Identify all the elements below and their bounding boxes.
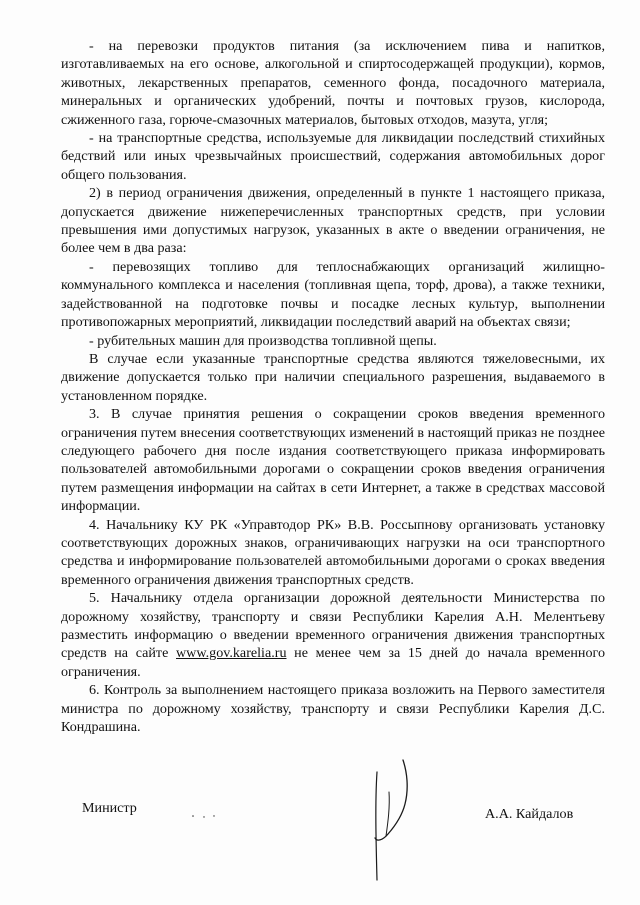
paragraph-transport-exceptions-emergency: - на транспортные средства, используемые для ликвидации последствий стихийных бедствий или иных чрезвычайных происшествий, содержания автомобильных дорог общего пользования. xyxy=(61,130,605,183)
paragraph-5-text-before: 5. Начальнику отдела организации дорожной деятельности Министерства по дорожному хозяйству, транспорту и связи Республики Карелия А.Н. Мелентьеву разместить информацию о введении временного ограничения движения транспортных средств на сайте xyxy=(61,590,605,662)
paragraph-transport-exceptions-food: - на перевозки продуктов питания (за исключением пива и напитков, изготавливаемых на его основе, алкогольной и спиртосодержащей продукции), кормов, животных, лекарственных препаратов, семенного фонда, посадочного материала, минеральных и органических удобрений, почты и почтовых грузов, кислорода, сжиженного газа, горюче-смазочных материалов, бытовых отходов, мазута, угля; xyxy=(61,38,605,128)
paragraph-3-reduction: 3. В случае принятия решения о сокращении сроков введения временного ограничения путем внесения соответствующих изменений в настоящий приказ не позднее следующего рабочего дня после издания соответствующего приказа информировать пользователей автомобильными дорогами о сокращении сроков введения ограничения путем размещения информации на сайтах в сети Интернет, а также в средствах массовой информации. xyxy=(61,406,605,515)
paragraph-5-text-after: не менее чем за 15 дней до начала временного ограничения. xyxy=(61,645,605,680)
website-link[interactable]: www.gov.karelia.ru xyxy=(176,645,287,662)
paragraph-4-road-signs: 4. Начальнику КУ РК «Управтодор РК» В.В. Россыпнову организовать установку соответствующих дорожных знаков, ограничивающих нагрузки на оси транспортного средства и информирование пользователей автомобильными дорогами о сроках введения временного ограничения движения транспортных средств. xyxy=(61,516,605,588)
paragraph-chipping-machines: - рубительных машин для производства топливной щепы. xyxy=(89,332,437,349)
signature-block xyxy=(0,800,640,830)
document-body xyxy=(61,37,605,736)
paragraph-5-website xyxy=(61,589,605,681)
paragraph-heavy-vehicles: В случае если указанные транспортные средства являются тяжеловесными, их движение допускается только при наличии специального разрешения, выдаваемого в установленном порядке. xyxy=(61,350,605,404)
signatory-title: Министр xyxy=(82,800,137,816)
paragraph-2-restriction-period: 2) в период ограничения движения, определенный в пункте 1 настоящего приказа, допускается движение нижеперечисленных транспортных средств, при условии превышения ими допустимых нагрузок, указанных в акте о введении ограничения, не более чем в два раза: xyxy=(61,185,605,257)
signatory-name: А.А. Кайдалов xyxy=(485,806,574,822)
paragraph-6-control: 6. Контроль за выполнением настоящего приказа возложить на Первого заместителя министра по дорожному хозяйству, транспорту и связи Республики Карелия Д.С. Кондрашина. xyxy=(61,682,605,736)
paragraph-fuel-transport: - перевозящих топливо для теплоснабжающих организаций жилищно-коммунального комплекса и населения (топливная щепа, торф, дрова), а также техники, задействованной на подготовке почвы и посадке лесных культур, выполнении противопожарных мероприятий, ликвидации последствий аварий на объектах связи; xyxy=(61,258,605,331)
